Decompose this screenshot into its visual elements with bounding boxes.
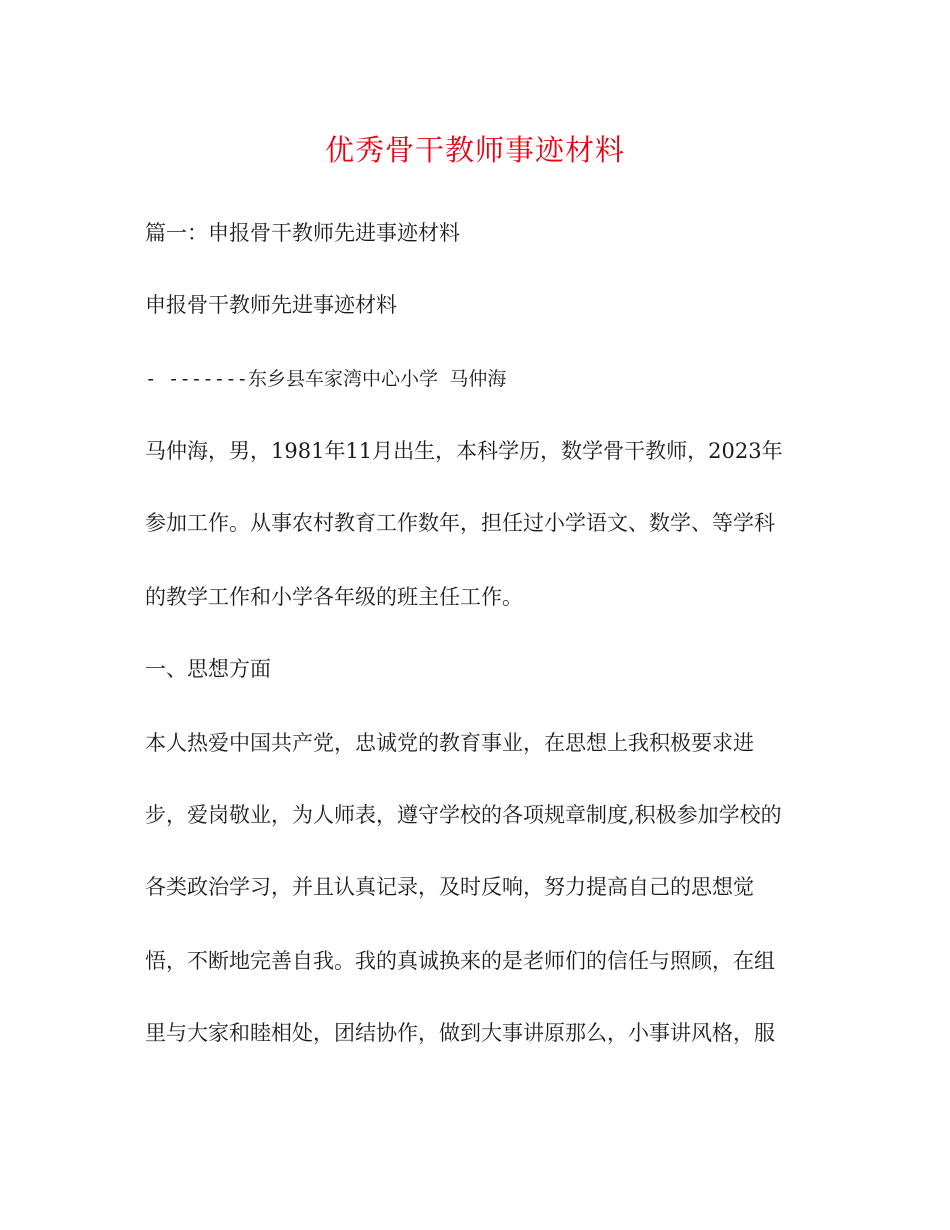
body-line: 马仲海，男，1981年11月出生，本科学历，数学骨干教师，2023年 [145,439,783,463]
body-line: 各类政治学习，并且认真记录，及时反响，努力提高自己的思想觉 [145,875,754,899]
section-heading-1: 篇一：申报骨干教师先进事迹材料 [145,221,460,245]
body-line: 里与大家和睦相处，团结协作，做到大事讲原那么，小事讲风格，服 [145,1021,775,1045]
document-title: 优秀骨干教师事迹材料 [324,133,625,167]
body-line: 悟，不断地完善自我。我的真诚换来的是老师们的信任与照顾，在组 [145,949,775,973]
article-heading: 申报骨干教师先进事迹材料 [145,293,397,317]
body-line: 参加工作。从事农村教育工作数年，担任过小学语文、数学、等学科 [145,511,775,535]
body-line: 的教学工作和小学各年级的班主任工作。 [145,585,523,609]
author-line: - -------东乡县车家湾中心小学 马仲海 [145,368,507,390]
subheading-thought: 一、思想方面 [145,657,271,681]
body-line: 本人热爱中国共产党，忠诚党的教育事业，在思想上我积极要求进 [145,731,754,755]
body-line: 步，爱岗敬业，为人师表，遵守学校的各项规章制度,积极参加学校的 [145,803,782,827]
